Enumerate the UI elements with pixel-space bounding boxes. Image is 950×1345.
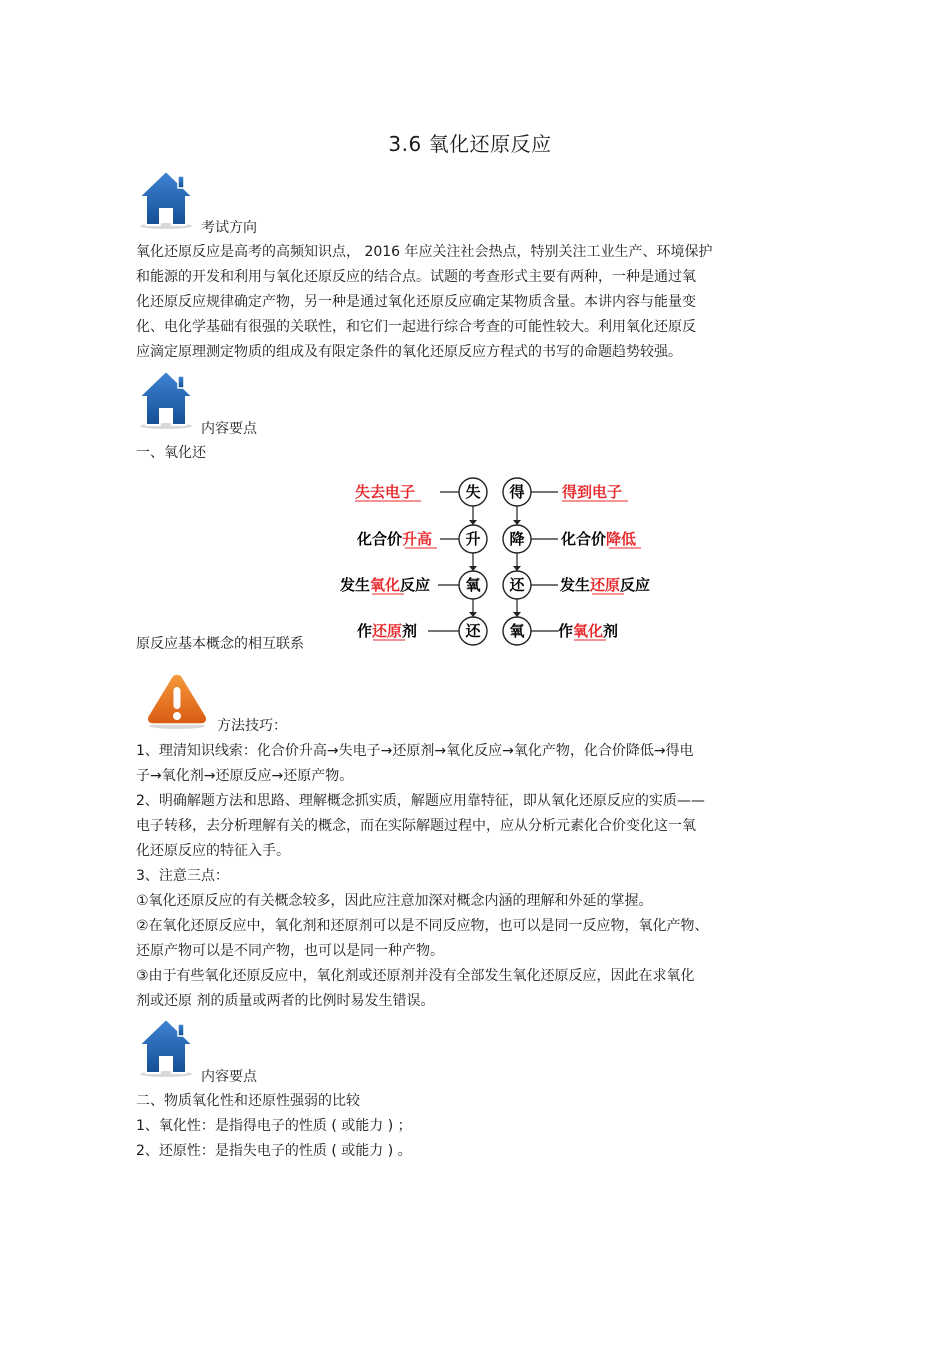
left-label-pre: 作 [357,622,373,640]
home-icon [136,1016,196,1078]
method-line: ②在氧化还原反应中，氧化剂和还原剂可以是不同反应物，也可以是同一反应物，氧化产物、 [136,918,709,934]
exam-line: 应滴定原理测定物质的组成及有限定条件的氧化还原反应方程式的书写的命题趋势较强。 [136,344,682,360]
left-label-red: 升高 [402,530,433,548]
points-line: 2、还原性：是指失电子的性质 ( 或能力 ) 。 [136,1143,412,1159]
left-label-post: 反应 [400,576,431,594]
method-line: 子→氧化剂→还原反应→还原产物。 [136,768,354,784]
home-icon [136,168,196,230]
left-label-red: 氧化 [370,576,401,594]
right-label-pre: 化合价 [561,530,607,548]
right-circle-column [503,478,531,645]
right-label-red: 氧化 [573,622,604,640]
redox-concept-diagram [330,468,670,653]
method-line: ③由于有些氧化还原反应中，氧化剂或还原剂并没有全部发生氧化还原反应，因此在求氧化 [136,968,695,984]
section-heading-points: 内容要点 [201,421,257,437]
method-line: 化还原反应的特征入手。 [136,843,290,859]
method-line: 还原产物可以是不同产物，也可以是同一种产物。 [136,943,444,959]
left-label [339,576,430,594]
right-label [562,483,622,501]
right-label-post: 反应 [620,576,651,594]
section-heading-exam: 考试方向 [201,220,257,236]
left-circle-label: 失 [465,483,481,501]
left-circle-label: 氧 [465,576,481,594]
section-subtitle: 一、氧化还 [136,445,206,461]
exam-line: 化还原反应规律确定产物，另一种是通过氧化还原反应确定某物质含量。本讲内容与能量变 [136,294,696,310]
left-circle-label: 还 [465,622,481,640]
right-label-red: 得到电子 [562,483,623,501]
method-line: 电子转移，去分析理解有关的概念，而在实际解题过程中，应从分析元素化合价变化这一氧 [136,818,696,834]
right-label-pre: 发生 [560,576,591,594]
right-circle-label: 降 [509,530,525,548]
points-line: 1、氧化性：是指得电子的性质 ( 或能力 ) ； [136,1118,412,1134]
right-circle-label: 还 [509,576,525,594]
right-label [560,530,636,548]
right-label-post: 剂 [603,622,619,640]
method-line: 1、理清知识线索：化合价升高→失电子→还原剂→氧化反应→氧化产物，化合价降低→得电 [136,743,694,759]
method-line: 3、注意三点： [136,868,229,884]
left-label-post: 剂 [402,622,418,640]
section-heading-points: 内容要点 [201,1069,257,1085]
exam-line: 和能源的开发和利用与氧化还原反应的结合点。试题的考查形式主要有两种，一种是通过氧 [136,269,696,285]
section-heading-method: 方法技巧： [217,718,287,734]
method-line: ①氧化还原反应的有关概念较多，因此应注意加深对概念内涵的理解和外延的掌握。 [136,893,653,909]
points-line: 二、物质氧化性和还原性强弱的比较 [136,1093,360,1109]
left-label [356,530,432,548]
right-label-red: 还原 [590,576,621,594]
warning-icon [144,670,210,730]
exam-line: 氧化还原反应是高考的高频知识点， 2016 年应关注社会热点，特别关注工业生产、环境保护 [136,244,713,260]
right-label [559,576,650,594]
home-icon [136,368,196,430]
left-label-red: 失去电子 [355,483,416,501]
left-circle-column [459,478,487,645]
right-label [558,622,618,640]
left-label [357,622,417,640]
left-circle-label: 升 [465,530,481,548]
left-label-pre: 化合价 [357,530,403,548]
page-title: 3.6 氧化还原反应 [388,132,552,156]
right-label-pre: 作 [558,622,574,640]
exam-line: 化、电化学基础有很强的关联性，和它们一起进行综合考查的可能性较大。利用氧化还原反 [136,319,696,335]
right-circle-label: 得 [509,483,525,501]
right-label-red: 降低 [606,530,637,548]
right-circle-label: 氧 [509,622,525,640]
method-line: 2、明确解题方法和思路、理解概念抓实质，解题应用靠特征，即从氧化还原反应的实质—— [136,793,705,809]
diagram-caption: 原反应基本概念的相互联系 [136,636,304,652]
left-label-pre: 发生 [340,576,371,594]
left-label-red: 还原 [372,622,403,640]
left-label [355,483,415,501]
method-line: 剂或还原 剂的质量或两者的比例时易发生错误。 [136,993,435,1009]
